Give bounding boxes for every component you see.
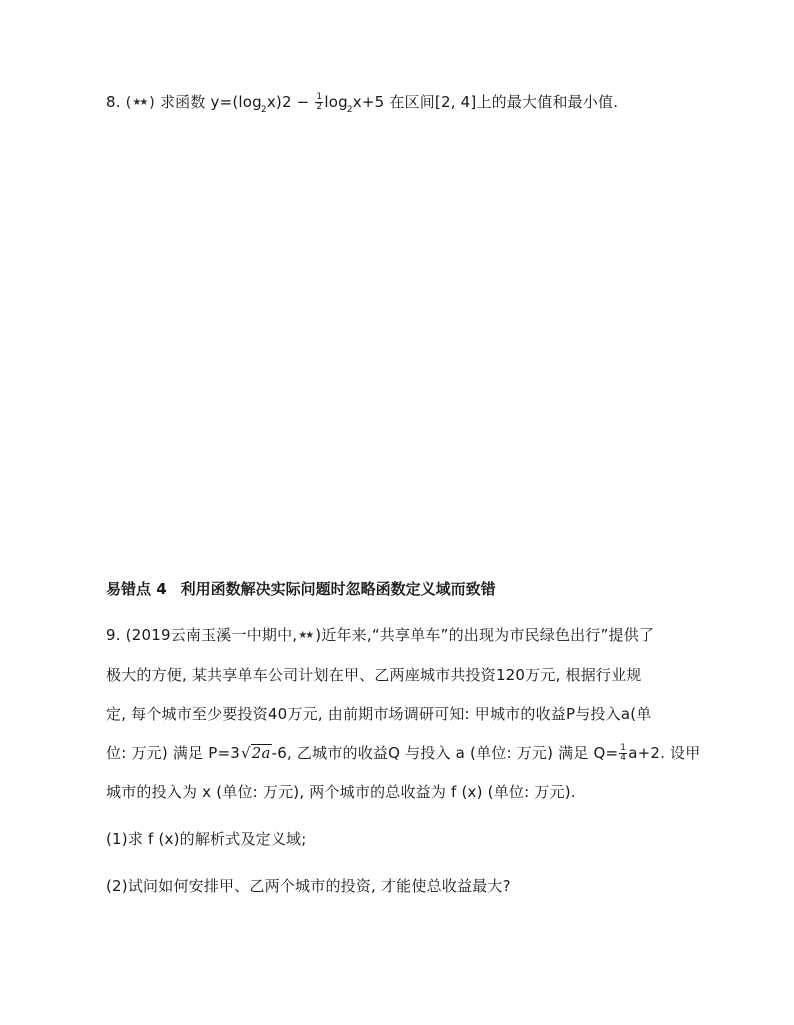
log-argument: x)2 [266,93,292,111]
question-text-end: x+5 在区间[2, 4]上的最大值和最小值. [352,93,619,111]
fraction-quarter: $\frac{1}{4}$ [620,743,627,763]
log-g: g [252,93,262,111]
question-9-part-2: (2)试问如何安排甲、乙两个城市的投资, 才能使总收益最大? [106,877,511,895]
question-text-start: 求函数 y=(lo [159,93,253,111]
question-number: 8. [106,93,121,111]
square-root: √2a [240,744,271,762]
question-9-line-3: 定, 每个城市至少要投资40万元, 由前期市场调研可知: 甲城市的收益P与投入a(单 [106,705,652,723]
section-heading [106,579,496,599]
fraction-half: $\frac{1}{2}$ [316,92,323,112]
question-8: 8. (★★ ) 求函数 $y=(\log_2x)2$ − $\frac{1}{2}$ $\log_2x+5$ 在区间[2, 4]上的最大值和最小值. [106,92,619,115]
log-word: log [324,93,348,111]
section-label: 易错点 4 [106,580,167,598]
question-9-line-2: 极大的方便, 某共享单车公司计划在甲、乙两座城市共投资120万元, 根据行业规 [106,666,642,684]
difficulty-stars-icon: ★★ [298,630,313,641]
log-base-b: 2 [346,105,353,115]
difficulty-stars-icon: ★★ [132,97,147,108]
minus-sign: − [296,93,310,111]
question-9-line-1: 9. (2019云南玉溪一中期中,★★ )近年来,“共享单车”的出现为市民绿色出行”提供了 [106,626,655,644]
question-9-line-4: 位: 万元) 满足 P=3√2a-6, 乙城市的收益Q 与投入 a (单位: 万元) 满足 Q= $\frac{1}{4}$ a+2. 设甲 [106,743,701,763]
question-9-part-1: (1)求 f (x)的解析式及定义域; [106,830,307,848]
section-title: 利用函数解决实际问题时忽略函数定义域而致错 [180,580,496,598]
log-base-a: 2 [260,105,267,115]
question-9-line-5: 城市的投入为 x (单位: 万元), 两个城市的总收益为 f (x) (单位: 万元). [106,783,576,801]
